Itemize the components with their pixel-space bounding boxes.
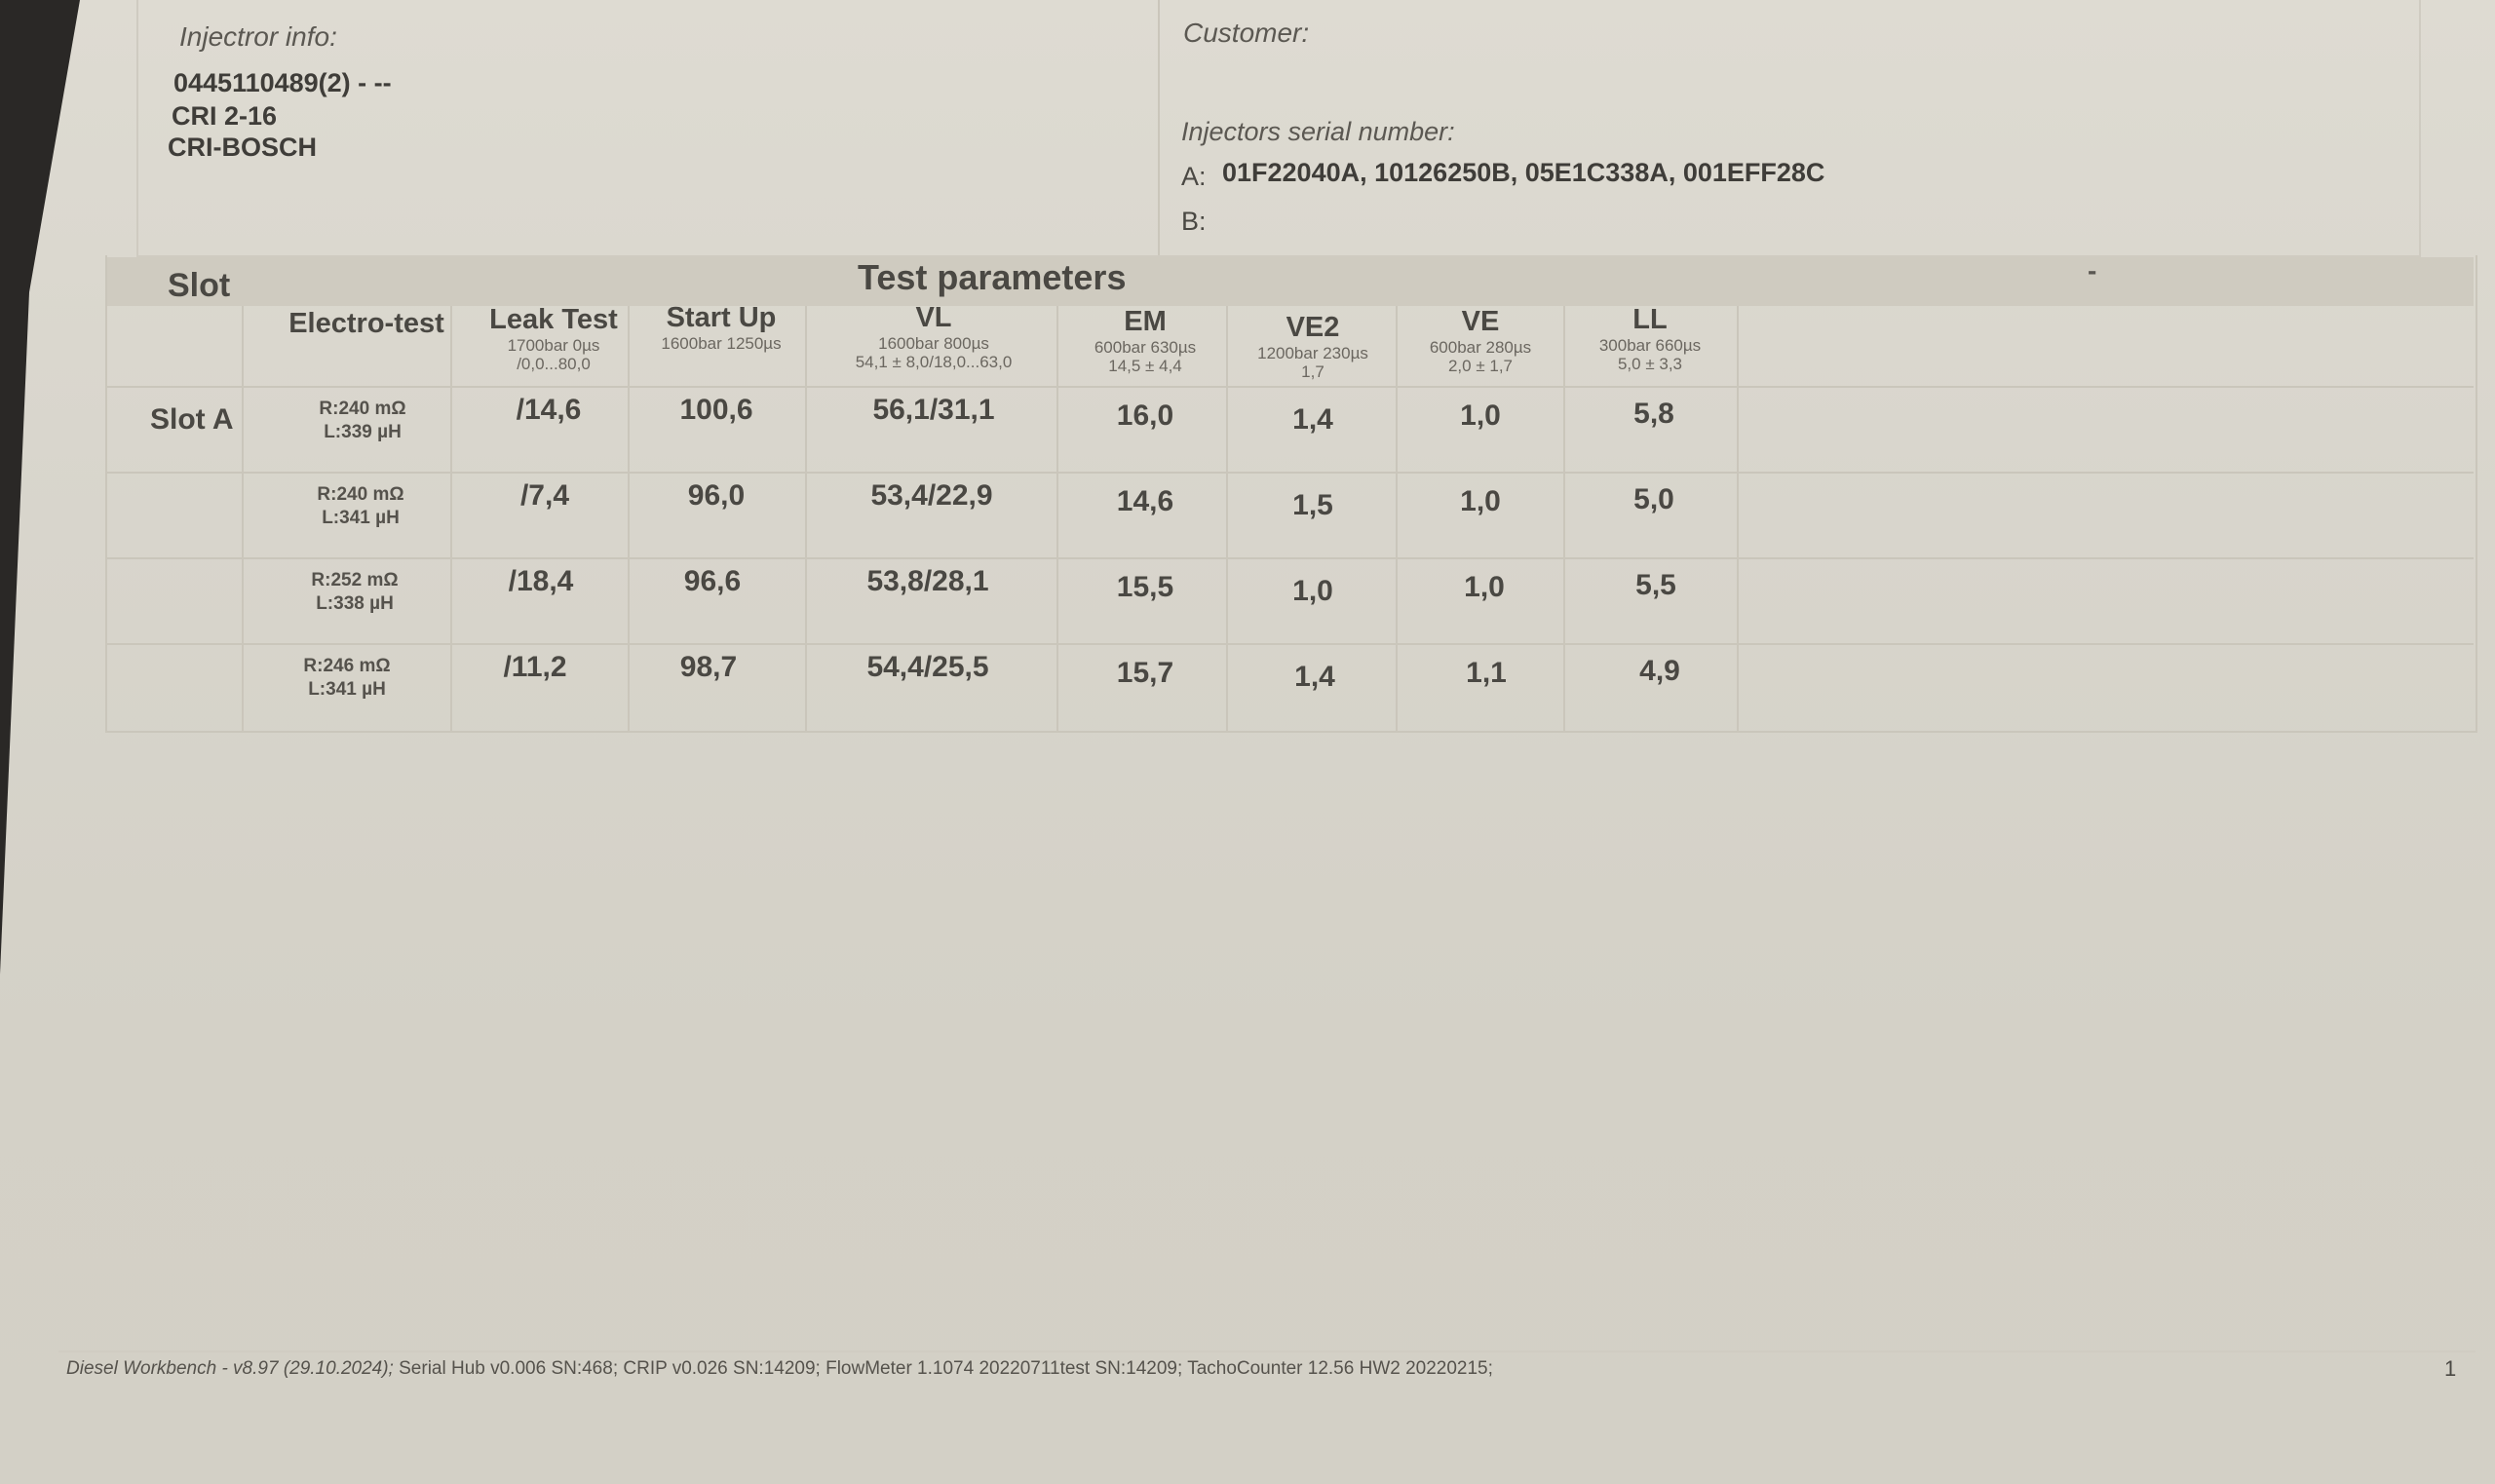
resistance-value: R:246 mΩ (303, 656, 391, 676)
leak-test-value: /14,6 (516, 394, 582, 426)
leak-test-value: /7,4 (519, 479, 570, 512)
injector-code: 0445110489(2) - -- (173, 68, 392, 97)
footer-rule (58, 1351, 2476, 1352)
col-sub2: 2,0 ± 1,7 (1447, 357, 1514, 375)
col-divider (1056, 306, 1058, 731)
col-sub2: 5,0 ± 3,3 (1617, 355, 1683, 373)
col-sub2: 1,7 (1301, 362, 1324, 381)
col-title: VL (915, 302, 952, 333)
col-header-ll (1567, 304, 1733, 373)
electro-test-cell (277, 569, 433, 616)
ve2-value: 1,4 (1294, 661, 1335, 693)
injector-info-label: Injectror info: (179, 21, 337, 52)
ll-value: 5,5 (1635, 569, 1676, 601)
electro-test-cell (285, 398, 441, 444)
col-title: LL (1632, 304, 1668, 335)
col-divider (242, 306, 244, 731)
slot-header: Slot (168, 267, 231, 304)
col-header-ve2 (1230, 312, 1396, 381)
header-dash: - (2088, 255, 2097, 285)
em-value: 16,0 (1116, 400, 1174, 432)
vl-value: 53,4/22,9 (870, 479, 993, 512)
resistance-value: R:252 mΩ (311, 570, 399, 590)
vl-value: 56,1/31,1 (872, 394, 995, 426)
inductance-value: L:341 µH (322, 508, 400, 528)
row-divider (107, 386, 2474, 388)
col-title: EM (1124, 306, 1167, 337)
injector-model: CRI 2-16 (172, 101, 278, 131)
electro-test-cell (269, 655, 425, 702)
col-header-vl (815, 302, 1053, 371)
ve-value: 1,1 (1466, 657, 1507, 689)
ll-value: 5,8 (1633, 398, 1674, 430)
col-title: Leak Test (489, 304, 618, 335)
customer-label: Customer: (1183, 18, 1310, 48)
em-value: 14,6 (1116, 485, 1174, 517)
table-title-band (107, 257, 2474, 306)
vl-value: 53,8/28,1 (866, 565, 989, 597)
col-sub1: 300bar 660µs (1598, 336, 1702, 355)
start-up-value: 96,6 (683, 565, 742, 597)
row-divider (107, 557, 2474, 559)
info-box-divider (1158, 0, 1160, 255)
electro-test-cell (283, 483, 439, 530)
col-sub1: 600bar 280µs (1429, 338, 1532, 357)
start-up-value: 98,7 (679, 651, 738, 683)
ve-value: 1,0 (1464, 571, 1505, 603)
start-up-value: 96,0 (687, 479, 746, 512)
serial-b-label: B: (1181, 207, 1207, 236)
col-sub1: 600bar 630µs (1094, 338, 1197, 357)
col-title: VE (1461, 306, 1500, 337)
start-up-value: 100,6 (679, 394, 753, 426)
col-title: Start Up (666, 302, 777, 333)
resistance-value: R:240 mΩ (319, 399, 406, 419)
ve-value: 1,0 (1460, 400, 1501, 432)
page-number: 1 (2444, 1356, 2457, 1381)
col-header-electro-test (255, 308, 478, 340)
col-header-leak-test (458, 304, 649, 373)
em-value: 15,5 (1116, 571, 1174, 603)
col-sub1: 1600bar 1250µs (661, 334, 782, 353)
ve2-value: 1,4 (1292, 403, 1333, 436)
row-divider (107, 472, 2474, 474)
footer-software: Diesel Workbench - v8.97 (29.10.2024); (66, 1358, 394, 1379)
vl-value: 54,4/25,5 (866, 651, 989, 683)
col-sub2: 54,1 ± 8,0/18,0...63,0 (855, 353, 1013, 371)
ve-value: 1,0 (1460, 485, 1501, 517)
col-sub1: 1200bar 230µs (1257, 344, 1368, 362)
row-divider (107, 643, 2474, 645)
inductance-value: L:341 µH (308, 679, 386, 700)
col-sub1: 1700bar 0µs (507, 336, 600, 355)
inductance-value: L:339 µH (324, 422, 402, 442)
test-parameters-header: Test parameters (858, 257, 1127, 297)
footer-line (66, 1358, 1493, 1380)
col-sub1: 1600bar 800µs (878, 334, 989, 353)
serial-a-value: 01F22040A, 10126250B, 05E1C338A, 001EFF28C (1222, 158, 1825, 187)
ll-value: 4,9 (1639, 655, 1680, 687)
col-header-em (1062, 306, 1228, 375)
injector-make: CRI-BOSCH (168, 133, 317, 162)
slot-label: Slot A (150, 403, 234, 436)
serials-label: Injectors serial number: (1181, 117, 1455, 146)
serial-a-label: A: (1181, 162, 1207, 191)
leak-test-value: /18,4 (508, 565, 574, 597)
col-sub2: 14,5 ± 4,4 (1108, 357, 1182, 375)
col-divider (805, 306, 807, 731)
ve2-value: 1,5 (1292, 489, 1333, 521)
col-header-ve (1400, 306, 1561, 375)
col-sub2: /0,0...80,0 (517, 355, 591, 373)
leak-test-value: /11,2 (503, 651, 567, 683)
col-header-start-up (633, 302, 809, 353)
footer-devices: Serial Hub v0.006 SN:468; CRIP v0.026 SN:14209; FlowMeter 1.1074 20220711test SN:14209; TachoCounter 12.56 HW2 20220215; (399, 1358, 1493, 1379)
col-title: Electro-test (288, 308, 444, 339)
resistance-value: R:240 mΩ (317, 484, 404, 505)
ll-value: 5,0 (1633, 483, 1674, 515)
inductance-value: L:338 µH (316, 593, 394, 614)
col-title: VE2 (1286, 312, 1340, 343)
em-value: 15,7 (1116, 657, 1174, 689)
ve2-value: 1,0 (1292, 575, 1333, 607)
